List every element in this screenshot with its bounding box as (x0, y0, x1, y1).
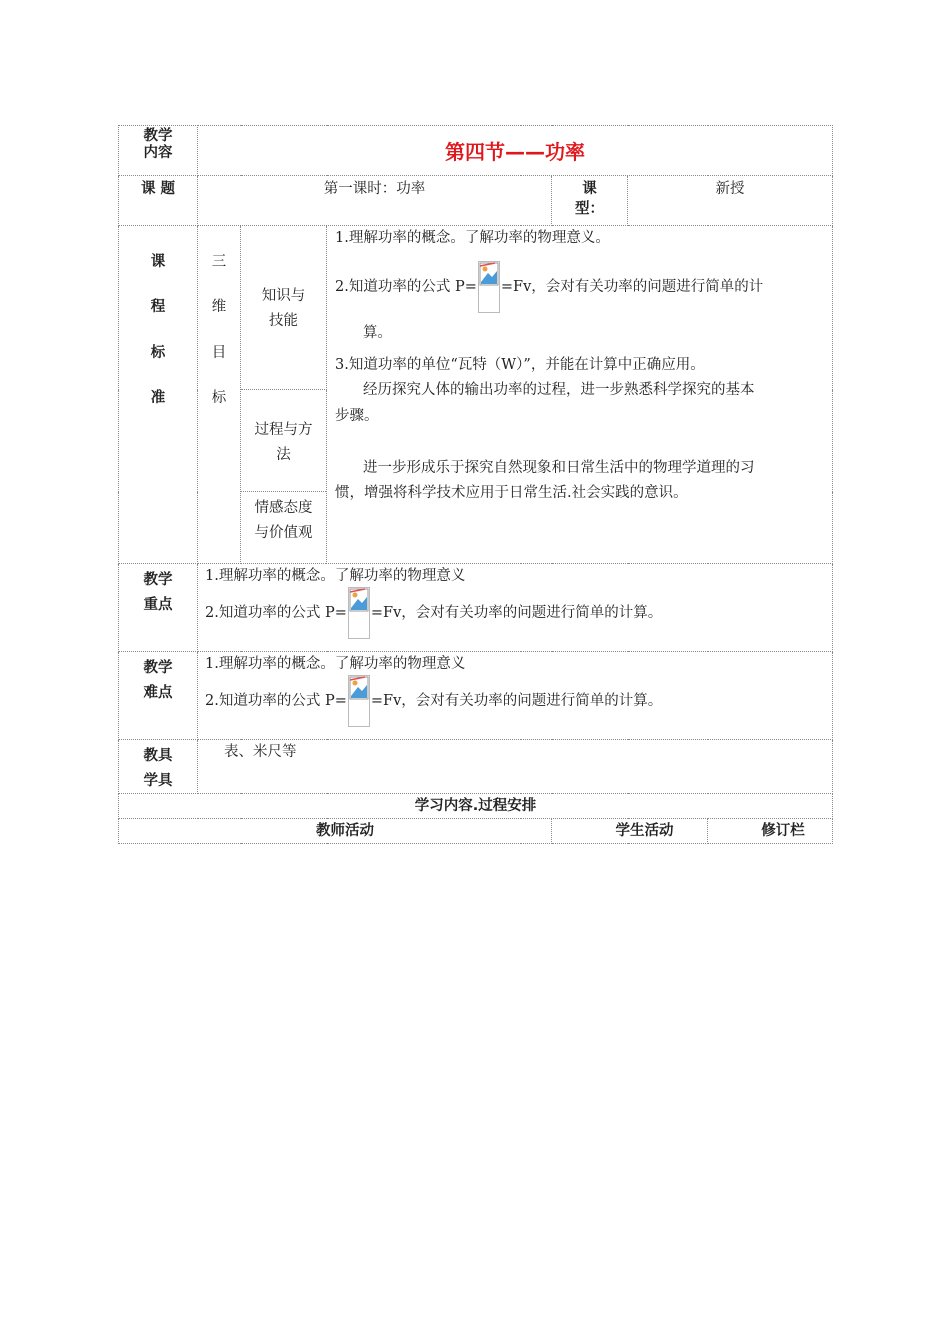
broken-image-icon (478, 261, 500, 313)
knowledge-item-2-cont: 算。 (363, 325, 392, 342)
standard-char-4: 准 (150, 390, 166, 407)
tools-label (119, 740, 198, 794)
difficulties-row (119, 652, 833, 740)
standard-char-2: 程 (150, 299, 166, 316)
objectives-cell (327, 226, 833, 564)
difficulty-1: 1.理解功率的概念。了解功率的物理意义 (205, 656, 466, 672)
header-row (119, 126, 833, 176)
title-cell (198, 126, 833, 176)
emotion-text-line1: 进一步形成乐于探究自然现象和日常生活中的物理学道理的习 (363, 459, 755, 476)
knowledge-row (119, 226, 833, 390)
process-title-row (119, 794, 833, 819)
knowledge-item-2-after: =Fv，会对有关功率的问题进行简单的计 (500, 279, 764, 296)
process-text-line1: 经历探究人体的输出功率的过程，进一步熟悉科学探究的基本 (363, 382, 755, 399)
broken-image-icon (348, 587, 370, 639)
lesson-plan-sheet (118, 125, 832, 844)
content-label-line2: 内容 (143, 145, 173, 162)
topic-label: 课 题 (119, 176, 198, 226)
topic-value: 第一课时：功率 (198, 176, 552, 226)
difficulty-2 (205, 675, 826, 727)
dimension-char-1: 三 (211, 254, 227, 270)
topic-row (119, 176, 833, 226)
standard-char-3: 标 (150, 344, 166, 361)
difficulty-2-after: =Fv，会对有关功率的问题进行简单的计算。 (370, 693, 663, 710)
key-point-2-after: =Fv，会对有关功率的问题进行简单的计算。 (370, 605, 663, 622)
tools-row (119, 740, 833, 794)
knowledge-label-line2: 技能 (269, 312, 298, 329)
type-label-line2: 型： (575, 201, 604, 218)
process-text-line2: 步骤。 (335, 407, 379, 424)
key-point-1: 1.理解功率的概念。了解功率的物理意义 (205, 568, 466, 584)
dimension-char-2: 维 (211, 299, 227, 316)
emotion-label-line1: 情感态度 (254, 500, 313, 516)
knowledge-item-1: 1.理解功率的概念。了解功率的物理意义。 (335, 230, 610, 246)
teacher-activity-header: 教师活动 (119, 819, 552, 844)
process-header-row (119, 819, 833, 844)
process-label-line2: 法 (276, 446, 291, 463)
difficulties-content (198, 652, 833, 740)
difficulties-label-line1: 教学 (143, 660, 173, 676)
tools-value: 表、米尺等 (198, 740, 833, 794)
process-table-title: 学习内容.过程安排 (119, 794, 833, 819)
process-label (241, 390, 327, 492)
content-label (119, 126, 198, 176)
knowledge-item-3: 3.知道功率的单位“瓦特（W）”，并能在计算中正确应用。 (335, 356, 705, 373)
dimension-char-4: 标 (211, 390, 227, 407)
knowledge-label (241, 226, 327, 390)
emotion-text-line2: 惯，增强将科学技术应用于日常生活.社会实践的意识。 (335, 485, 688, 502)
knowledge-item-2-before: 2.知道功率的公式 P= (335, 279, 477, 296)
key-point-2-before: 2.知道功率的公式 P= (205, 605, 347, 622)
emotion-label-line2: 与价值观 (254, 524, 313, 541)
key-points-label-line2: 重点 (143, 596, 173, 613)
key-points-label-line1: 教学 (143, 572, 173, 588)
standard-char-1: 课 (150, 254, 166, 270)
difficulties-label (119, 652, 198, 740)
standard-label (119, 226, 198, 564)
dimension-char-3: 目 (211, 344, 227, 361)
content-label-line1: 教学 (143, 128, 173, 144)
dimension-label (198, 226, 241, 564)
key-point-2 (205, 587, 826, 639)
key-points-row (119, 564, 833, 652)
knowledge-label-line1: 知识与 (261, 288, 306, 304)
difficulty-2-before: 2.知道功率的公式 P= (205, 693, 347, 710)
process-label-line1: 过程与方 (254, 422, 313, 438)
difficulties-label-line2: 难点 (143, 684, 173, 701)
tools-label-line2: 学具 (143, 772, 173, 789)
page-title: 第四节——功率 (445, 140, 585, 165)
emotion-label (241, 492, 327, 564)
student-activity-header: 学生活动 (552, 819, 708, 844)
key-points-label (119, 564, 198, 652)
lesson-plan-table (118, 125, 833, 844)
revision-header: 修订栏 (708, 819, 833, 844)
type-value: 新授 (628, 176, 833, 226)
type-label (552, 176, 628, 226)
broken-image-icon (348, 675, 370, 727)
tools-label-line1: 教具 (143, 748, 173, 764)
type-label-line1: 课 (582, 181, 597, 197)
knowledge-item-2 (335, 261, 826, 313)
key-points-content (198, 564, 833, 652)
